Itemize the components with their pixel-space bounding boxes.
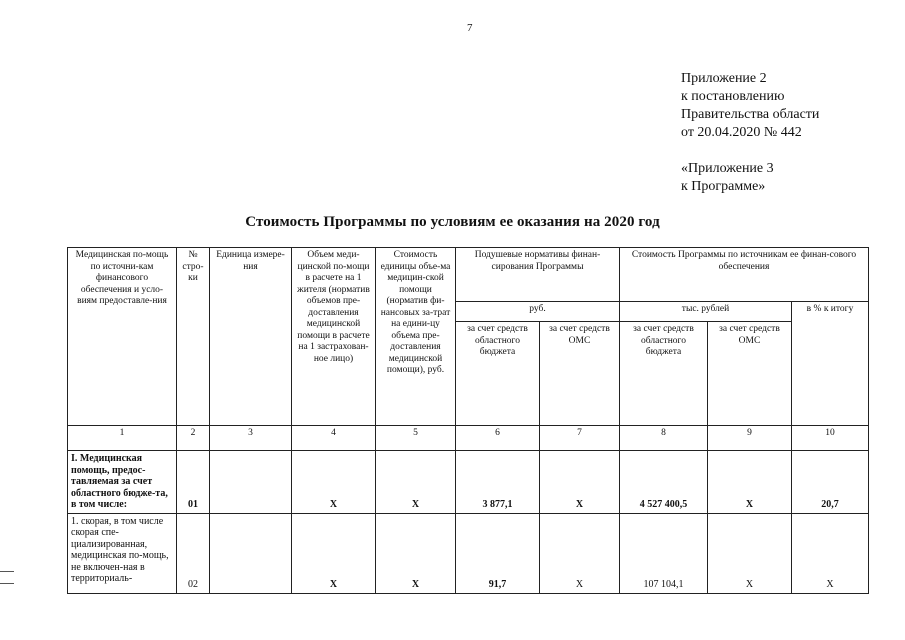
header-line-number: № стро-ки: [177, 248, 210, 426]
row-value: Х: [708, 451, 792, 514]
margin-mark: [0, 583, 14, 584]
appendix-line: «Приложение 3: [681, 161, 774, 176]
row-value: Х: [708, 513, 792, 593]
row-unit: [210, 513, 292, 593]
document-title: Стоимость Программы по условиям ее оказания на 2020 год: [245, 214, 660, 230]
row-value: Х: [792, 513, 869, 593]
row-value: Х: [292, 451, 376, 514]
header-percent: в % к итогу: [792, 302, 869, 426]
row-value: 91,7: [456, 513, 540, 593]
col-number: 2: [177, 426, 210, 451]
header-volume: Объем меди-цинской по-мощи в расчете на 1 жителя (норматив объемов пре-доставления медицинской помощи в расчете на 1 застрахован-ное лицо): [292, 248, 376, 426]
row-value: Х: [292, 513, 376, 593]
header-regional-budget: за счет средств областного бюджета: [456, 322, 540, 426]
col-number: 3: [210, 426, 292, 451]
col-number: 5: [376, 426, 456, 451]
header-oms: за счет средств ОМС: [540, 322, 620, 426]
row-value: Х: [376, 513, 456, 593]
header-regional-budget: за счет средств областного бюджета: [620, 322, 708, 426]
margin-mark: [0, 571, 14, 572]
row-line: 01: [177, 451, 210, 514]
header-thousand-rub: тыс. рублей: [620, 302, 792, 322]
row-value: 3 877,1: [456, 451, 540, 514]
col-number: 6: [456, 426, 540, 451]
cost-table: [67, 247, 869, 594]
row-value: 20,7: [792, 451, 869, 514]
col-number: 10: [792, 426, 869, 451]
appendix-line: к постановлению: [681, 89, 785, 104]
row-name: 1. скорая, в том числе скорая спе-циализированная, медицинская по-мощь, не включен-ная в территориаль-: [68, 513, 177, 593]
row-value: Х: [540, 513, 620, 593]
row-value: 107 104,1: [620, 513, 708, 593]
appendix-note: [681, 70, 819, 196]
header-oms: за счет средств ОМС: [708, 322, 792, 426]
row-value: Х: [376, 451, 456, 514]
appendix-line: к Программе»: [681, 179, 766, 194]
table-row: [68, 451, 869, 514]
appendix-line: от 20.04.2020 № 442: [681, 125, 802, 140]
row-line: 02: [177, 513, 210, 593]
header-unit: Единица измере-ния: [210, 248, 292, 426]
col-number: 1: [68, 426, 177, 451]
table-row: [68, 513, 869, 593]
col-number: 7: [540, 426, 620, 451]
appendix-line: Правительства области: [681, 107, 820, 122]
row-name: I. Медицинская помощь, предос-тавляемая за счет областного бюдже-та, в том числе:: [68, 451, 177, 514]
row-value: Х: [540, 451, 620, 514]
header-unit-cost: Стоимость единицы объе-ма медицин-ской помощи (норматив фи-нансовых за-трат на едини-цу объема пре-доставления медицинской помощи), руб.: [376, 248, 456, 426]
col-number: 9: [708, 426, 792, 451]
header-program-cost: Стоимость Программы по источникам ее финан-сового обеспечения: [620, 248, 869, 302]
appendix-line: Приложение 2: [681, 71, 767, 86]
row-value: 4 527 400,5: [620, 451, 708, 514]
header-medical-care: Медицинская по-мощь по источни-кам финансового обеспечения и усло-виям предоставле-ния: [68, 248, 177, 426]
spacer: [681, 142, 819, 160]
header-rub: руб.: [456, 302, 620, 322]
column-numbers-row: [68, 426, 869, 451]
col-number: 8: [620, 426, 708, 451]
row-unit: [210, 451, 292, 514]
col-number: 4: [292, 426, 376, 451]
page-number: 7: [467, 22, 473, 34]
header-per-capita: Подушевые нормативы финан-сирования Программы: [456, 248, 620, 302]
